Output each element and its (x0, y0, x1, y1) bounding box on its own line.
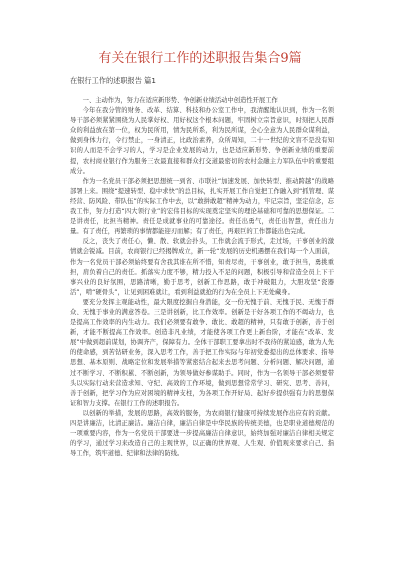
body-paragraph: 要充分发挥主观能动性，最大限度挖掘自身潜能，交一份无愧于前、无愧于民、无愧于群众、无愧于事业的满意答卷。三是讲创新，比工作效率。创新是干好各项工作的不竭动力，也是提高工作效率的内生动力。我们必须要有敢争、敢比、敢超的精神，只有敢于创新，善于创新，才能不断提高工作效率。创造非凡业绩，才能使各项工作更上新台阶，才能在“改革、发展”中做到超前谋划，协调齐产，保障有力。全体干部职工要拿出时不我待的紧迫感，敢为人先的使命感，到苦钻研业务，深入思考工作，善于把工作实际与年初党委提出的总体要求、指导思想、基本原则、战略定位和发展举措等紧密结合起来去思考问题、分析问题、解决问题，通过不断学习、不断积累、不断创新，为领导做好参谋助手。同时，作为一名领导干部必须要带头以实际行动来营造求知、守纪、高效的工作环境，做到思想常常学习、研究、思考、善问，善于创新，把学习作为应对困境的精神支柱，为各项工作开好局、起好步提供强有力的思想保证和智力支撑。在银行工作的述职报告。 (70, 298, 334, 407)
body-paragraph: 今年在我分管的财务、改革、结算、科技和办公室工作中，我清醒地认识到，作为一名领导干部必须紧紧围绕为人民掌好权、用好权这个根本问题，牢固树立宗旨意识，时刻把人民群众的利益放在第一位，权为民所用，情为民所系，利为民所谋，全心全意为人民群众谋利益，做到身体力行，令行禁止，一身清正，比政治素养，众所周知，二十一世纪的文盲不是没有知识的人而是不会学习的人，学习是企业发展的动力，也是适应新形势、争创新业绩的重要前提，农村商业银行作为服务三农最直接和群众打交道最密切的农村金融主力军队伍中的重要组成分。 (70, 107, 334, 175)
section-heading: 在银行工作的述职报告 篇1 (70, 76, 156, 85)
document-body (70, 96, 334, 556)
document-title: 有关在银行工作的述职报告集合9篇 (98, 51, 302, 66)
body-paragraph: 一、主动作为，努力在适应新形势、争创新业绩活动中创造性开展工作 (82, 97, 278, 104)
body-paragraph: 反之，丧失了责任心，懒、散、软就会扑头，工作就会流于形式，走过场，干事创业的激情就会锐减。目前，农商银行已经揭牌成立，新一轮“发展的历史机遇摆在我们每一个人面前，作为一名党员干部必须始终要有舍我其谁在所不惜，知责尽责，干事创业，敢于担当，勇挑重担，肩负着自己的责任。抓落实力度不够，精力投入不足的问题，积极引导和营造全员上下干事兴业的良好氛围，思路清晰，勤于思考，创新工作思路，敢于冲破阻力，大胆攻坚“瓷器活”，啃“硬骨头”，让见到困难就让，看到利益就抢的行为在全员上下无处藏身。 (70, 238, 334, 296)
body-paragraph: 作为一名党员干部必须把思想统一到省、市联社“加速发展、加快转型、推动跨越”的战略部署上来。围绕“提速转型、稳中求快”的总目标，扎实开展工作自觉把工作融入到“抓管理、谋经营、防风险、带队伍”的实际工作中去，以“敢拼敢超”精神为动力，牢记宗旨，坚定信念，忘我工作，努力打造“四大领行业”的宏伟目标的实现奠定坚实的理论基础和可靠的思想保证。二是讲责任，比担当精神。责任是成就事业的可靠途径。责任出勇气，责任出智慧，责任出力量。有了责任，再繁琐的事情都能迎刃而解；有了责任，再艰巨的工作都能出色完成。 (70, 177, 334, 236)
body-paragraph: 以创新的举措，发展的思路，高效的服务，为农商银行健康可持续发展作出应有的贡献。四是讲廉洁，比清正廉洁。廉洁自律，廉洁自律是中华民族的传统美德，也是职业道德规范的一项重要内容，作为一名党员干部要进一步提高廉洁自律意识，始终加强对廉洁自律相关规定的学习，通过学习来改造自己的主观世界，以正确的世界观、人生观、价值观来要求自己、指导工作，筑牢道德、纪律和法律的防线。 (70, 409, 334, 458)
